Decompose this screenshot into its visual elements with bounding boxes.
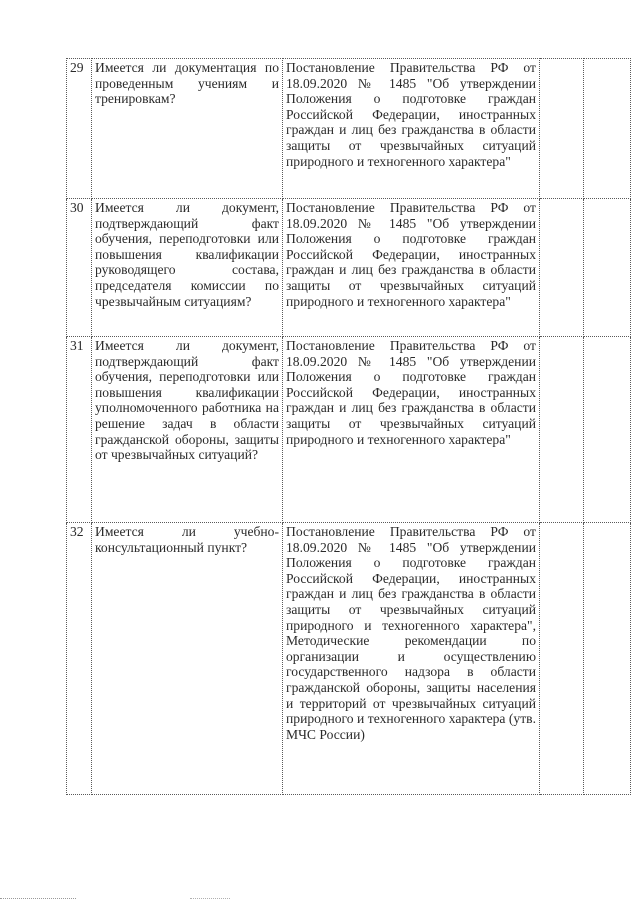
row-number: 31 xyxy=(67,337,92,523)
row-number: 32 xyxy=(67,523,92,795)
answer-no-cell[interactable] xyxy=(584,59,631,199)
table-row xyxy=(67,199,631,337)
row-number: 29 xyxy=(67,59,92,199)
answer-yes-cell[interactable] xyxy=(540,59,584,199)
row-number: 30 xyxy=(67,199,92,337)
answer-no-cell[interactable] xyxy=(584,523,631,795)
question-text: Имеется ли документация по проведенным учениям и тренировкам? xyxy=(92,59,283,199)
question-text: Имеется ли документ, подтверждающий факт обучения, переподготовки или повышения квалификации руководящего состава, председателя комиссии по чрезвычайным ситуациям? xyxy=(92,199,283,337)
table-row xyxy=(67,523,631,795)
legal-basis-text: Постановление Правительства РФ от 18.09.2020 № 1485 "Об утверждении Положения о подготовке граждан Российской Федерации, иностранных граждан и лиц без гражданства в области защиты от чрезвычайных ситуаций природного и техногенного характера" xyxy=(283,199,540,337)
answer-no-cell[interactable] xyxy=(584,199,631,337)
scan-edge-mark xyxy=(0,898,76,899)
legal-basis-text: Постановление Правительства РФ от 18.09.2020 № 1485 "Об утверждении Положения о подготовке граждан Российской Федерации, иностранных граждан и лиц без гражданства в области защиты от чрезвычайных ситуаций природного и техногенного характера" xyxy=(283,337,540,523)
answer-yes-cell[interactable] xyxy=(540,337,584,523)
legal-basis-text: Постановление Правительства РФ от 18.09.2020 № 1485 "Об утверждении Положения о подготовке граждан Российской Федерации, иностранных граждан и лиц без гражданства в области защиты от чрезвычайных ситуаций природного и техногенного характера", Методические рекомендации по организации и осуществлению государственного надзора в области гражданской обороны, защиты населения и территорий от чрезвычайных ситуаций природного и техногенного характера (утв. МЧС России) xyxy=(283,523,540,795)
table-row xyxy=(67,337,631,523)
table-row xyxy=(67,59,631,199)
answer-yes-cell[interactable] xyxy=(540,199,584,337)
answer-no-cell[interactable] xyxy=(584,337,631,523)
scan-edge-mark xyxy=(190,898,230,899)
legal-basis-text: Постановление Правительства РФ от 18.09.2020 № 1485 "Об утверждении Положения о подготовке граждан Российской Федерации, иностранных граждан и лиц без гражданства в области защиты от чрезвычайных ситуаций природного и техногенного характера" xyxy=(283,59,540,199)
checklist-table xyxy=(66,58,631,795)
answer-yes-cell[interactable] xyxy=(540,523,584,795)
question-text: Имеется ли учебно-консультационный пункт? xyxy=(92,523,283,795)
question-text: Имеется ли документ, подтверждающий факт обучения, переподготовки или повышения квалификации уполномоченного работника на решение задач в области гражданской обороны, защиты от чрезвычайных ситуаций? xyxy=(92,337,283,523)
